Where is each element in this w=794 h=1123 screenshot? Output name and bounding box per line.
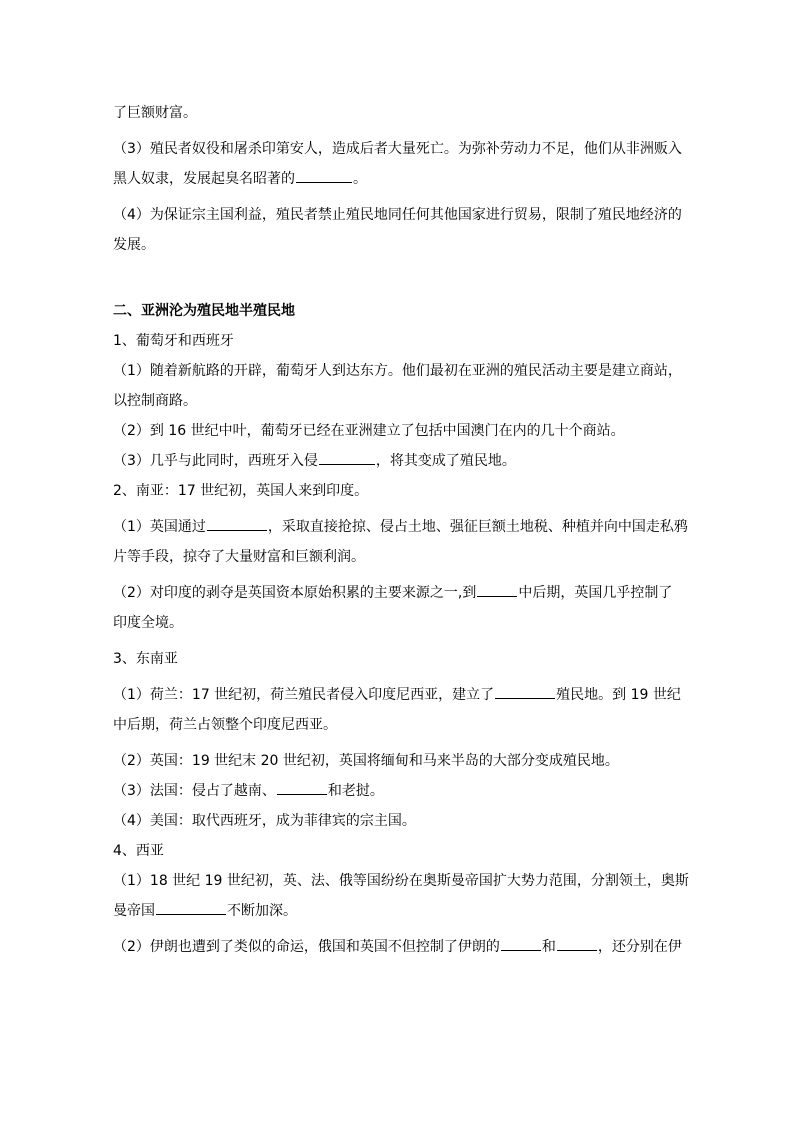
- fill-blank[interactable]: [495, 684, 555, 699]
- text: 不断加深。: [227, 903, 297, 919]
- paragraph-line: [113, 386, 683, 416]
- text: 片等手段，掠夺了大量财富和巨额利润。: [113, 549, 365, 565]
- paragraph-line: [113, 164, 683, 194]
- text: 1、葡萄牙和西班牙: [113, 333, 234, 349]
- paragraph-line: [113, 416, 683, 446]
- text: 曼帝国: [113, 903, 155, 919]
- paragraph-line: [113, 230, 683, 260]
- fill-blank[interactable]: [477, 582, 517, 597]
- text: 中后期，荷兰占领整个印度尼西亚。: [113, 717, 337, 733]
- fill-blank[interactable]: [319, 450, 375, 465]
- paragraph-line: [113, 608, 683, 638]
- paragraph-line: [113, 746, 683, 776]
- text: 和老挝。: [327, 783, 384, 799]
- text: （3）几乎与此同时，西班牙入侵: [113, 453, 318, 469]
- text: （4）为保证宗主国利益，殖民者禁止殖民地同任何其他国家进行贸易，限制了殖民地经济的: [113, 207, 682, 223]
- fill-blank[interactable]: [296, 168, 352, 183]
- paragraph-line: [113, 578, 683, 608]
- document-page: [113, 98, 689, 962]
- text: 殖民地。到 19 世纪: [556, 687, 681, 703]
- text: （3）法国：侵占了越南、: [113, 783, 276, 799]
- paragraph-line: [113, 710, 683, 740]
- paragraph-line: [113, 680, 683, 710]
- text: 发展。: [113, 237, 155, 253]
- text: ，将其变成了殖民地。: [375, 453, 516, 469]
- paragraph-line: [113, 98, 683, 128]
- subsection-heading: [113, 644, 683, 674]
- paragraph-line: [113, 134, 683, 164]
- fill-blank[interactable]: [207, 516, 267, 531]
- paragraph-line: [113, 896, 683, 926]
- text: （1）随着新航路的开辟，葡萄牙人到达东方。他们最初在亚洲的殖民活动主要是建立商站，: [113, 363, 682, 379]
- text: （2）英国：19 世纪末 20 世纪初，英国将缅甸和马来半岛的大部分变成殖民地。: [113, 753, 619, 769]
- text: （2）对印度的剥夺是英国资本原始积累的主要来源之一,到: [113, 585, 477, 601]
- fill-blank[interactable]: [557, 936, 597, 951]
- text: 二、亚洲沦为殖民地半殖民地: [113, 303, 295, 319]
- text: （1）18 世纪 19 世纪初，英、法、俄等国纷纷在奥斯曼帝国扩大势力范围，分割领土，奥斯: [113, 873, 689, 889]
- paragraph-line: [113, 542, 683, 572]
- text: 3、东南亚: [113, 651, 178, 667]
- paragraph-line: [113, 200, 683, 230]
- fill-blank[interactable]: [156, 900, 226, 915]
- text: 印度全境。: [113, 615, 183, 631]
- text: （1）英国通过: [113, 519, 206, 535]
- text: 4、西亚: [113, 843, 164, 859]
- text: 。: [353, 171, 367, 187]
- text: ，采取直接抢掠、侵占土地、强征巨额土地税、种植并向中国走私鸦: [267, 519, 688, 535]
- paragraph-line: [113, 866, 689, 896]
- paragraph-line: [113, 512, 688, 542]
- subsection-heading: [113, 476, 683, 506]
- paragraph-line: [113, 446, 683, 476]
- section-heading: [113, 296, 683, 326]
- text: （2）到 16 世纪中叶，葡萄牙已经在亚洲建立了包括中国澳门在内的几十个商站。: [113, 423, 625, 439]
- subsection-heading: [113, 836, 683, 866]
- text: 了巨额财富。: [113, 105, 197, 121]
- text: 黑人奴隶，发展起臭名昭著的: [113, 171, 295, 187]
- text: （3）殖民者奴役和屠杀印第安人，造成后者大量死亡。为弥补劳动力不足，他们从非洲贩入: [113, 141, 682, 157]
- paragraph-line: [113, 806, 683, 836]
- text: 以控制商路。: [113, 393, 197, 409]
- text: 2、南亚：17 世纪初，英国人来到印度。: [113, 483, 369, 499]
- text: （2）伊朗也遭到了类似的命运，俄国和英国不但控制了伊朗的: [113, 939, 500, 955]
- text: 和: [541, 939, 556, 955]
- text: 中后期，英国几乎控制了: [518, 585, 673, 601]
- fill-blank[interactable]: [501, 936, 541, 951]
- paragraph-line: [113, 932, 683, 962]
- paragraph-line: [113, 356, 683, 386]
- text: （4）美国：取代西班牙，成为菲律宾的宗主国。: [113, 813, 416, 829]
- fill-blank[interactable]: [277, 780, 327, 795]
- paragraph-line: [113, 776, 683, 806]
- subsection-heading: [113, 326, 683, 356]
- text: ，还分别在伊: [597, 939, 682, 955]
- text: （1）荷兰：17 世纪初，荷兰殖民者侵入印度尼西亚，建立了: [113, 687, 495, 703]
